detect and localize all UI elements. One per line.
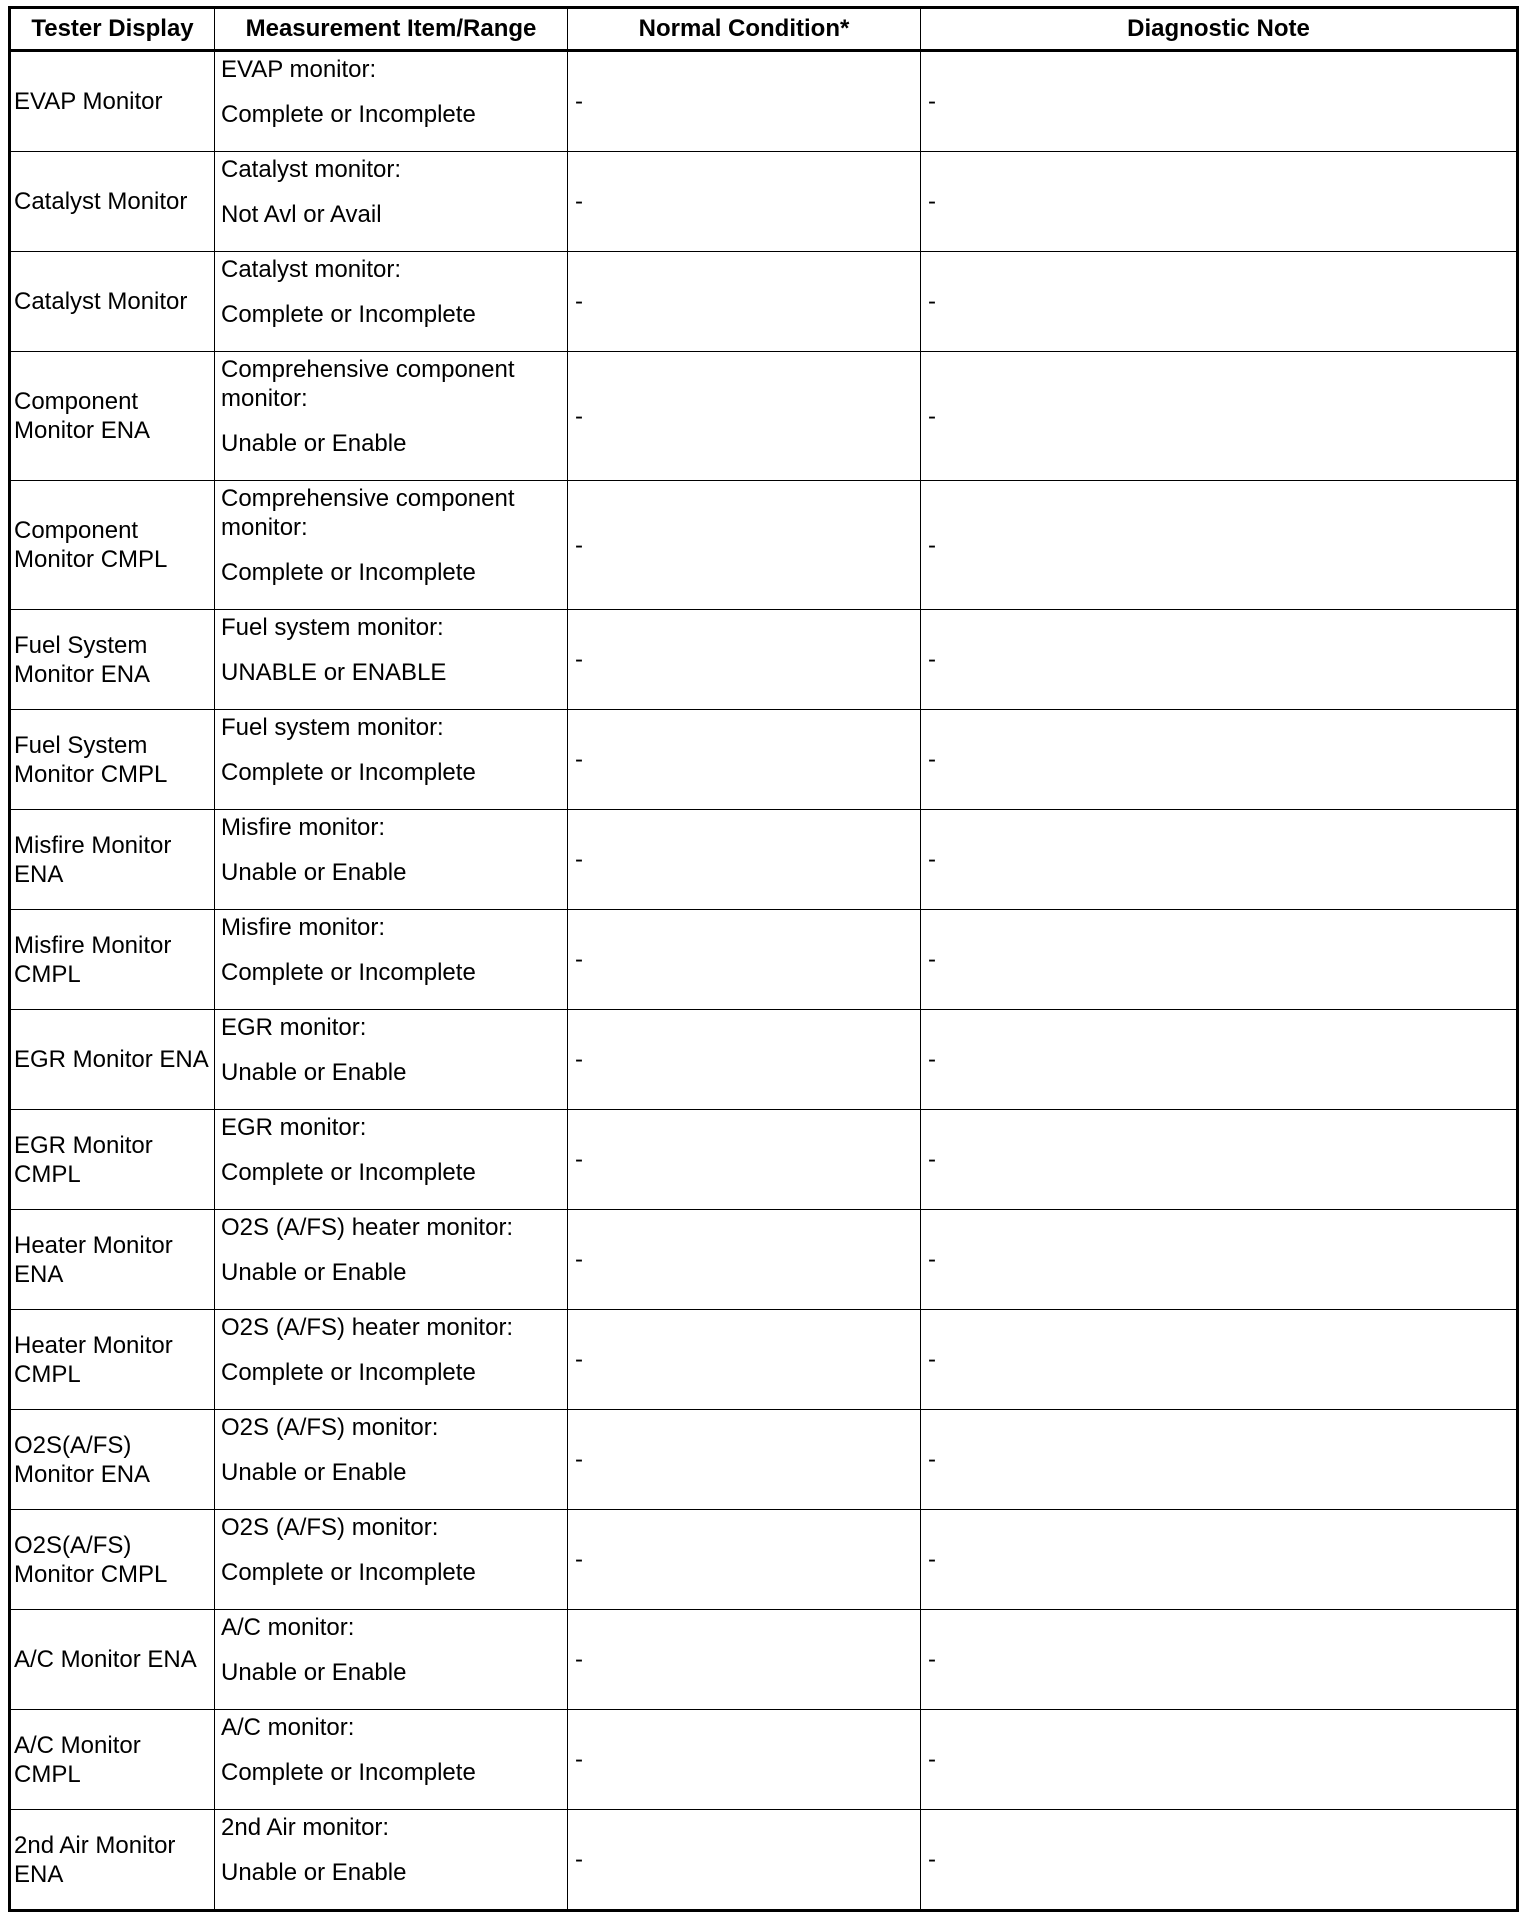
- measurement-item: Catalyst monitor:: [221, 256, 402, 283]
- table-row: [10, 1510, 1518, 1610]
- tester-display-cell: Catalyst Monitor: [10, 152, 215, 252]
- normal-condition-cell: -: [568, 481, 921, 610]
- diagnostic-note-cell: -: [921, 1510, 1518, 1610]
- measurement-item: Misfire monitor:: [221, 914, 386, 941]
- header-measurement-item-range: Measurement Item/Range: [215, 8, 568, 51]
- tester-display-cell: Misfire Monitor ENA: [10, 810, 215, 910]
- measurement-item: O2S (A/FS) monitor:: [221, 1414, 439, 1441]
- measurement-cell: [215, 810, 568, 910]
- tester-display-cell: EGR Monitor ENA: [10, 1010, 215, 1110]
- measurement-range: Complete or Incomplete: [221, 559, 476, 586]
- normal-condition-cell: -: [568, 710, 921, 810]
- diagnostic-note-cell: -: [921, 1210, 1518, 1310]
- measurement-item: Comprehensive component monitor:: [221, 356, 515, 412]
- diagnostic-note-cell: -: [921, 1710, 1518, 1810]
- measurement-item: A/C monitor:: [221, 1614, 355, 1641]
- measurement-item: O2S (A/FS) heater monitor:: [221, 1314, 514, 1341]
- diagnostic-note-cell: -: [921, 152, 1518, 252]
- measurement-cell: [215, 1610, 568, 1710]
- measurement-range: Complete or Incomplete: [221, 1759, 476, 1786]
- table-row: [10, 1410, 1518, 1510]
- table-row: [10, 1110, 1518, 1210]
- measurement-cell: [215, 1710, 568, 1810]
- table-row: [10, 152, 1518, 252]
- measurement-item: Catalyst monitor:: [221, 156, 402, 183]
- measurement-cell: [215, 252, 568, 352]
- tester-display-cell: Fuel System Monitor ENA: [10, 610, 215, 710]
- normal-condition-cell: -: [568, 810, 921, 910]
- measurement-range: Unable or Enable: [221, 430, 407, 457]
- measurement-item: O2S (A/FS) heater monitor:: [221, 1214, 514, 1241]
- measurement-cell: [215, 1810, 568, 1911]
- table-row: [10, 910, 1518, 1010]
- tester-display-cell: Heater Monitor CMPL: [10, 1310, 215, 1410]
- measurement-range: Unable or Enable: [221, 859, 407, 886]
- normal-condition-cell: -: [568, 152, 921, 252]
- table-row: [10, 481, 1518, 610]
- tester-display-cell: EGR Monitor CMPL: [10, 1110, 215, 1210]
- measurement-cell: [215, 1410, 568, 1510]
- measurement-item: A/C monitor:: [221, 1714, 355, 1741]
- diagnostic-note-cell: -: [921, 1310, 1518, 1410]
- tester-display-cell: Heater Monitor ENA: [10, 1210, 215, 1310]
- normal-condition-cell: -: [568, 610, 921, 710]
- measurement-cell: [215, 481, 568, 610]
- measurement-cell: [215, 710, 568, 810]
- measurement-item: Misfire monitor:: [221, 814, 386, 841]
- tester-display-cell: Component Monitor ENA: [10, 352, 215, 481]
- normal-condition-cell: -: [568, 1710, 921, 1810]
- normal-condition-cell: -: [568, 1610, 921, 1710]
- diagnostic-note-cell: -: [921, 1110, 1518, 1210]
- table-header-row: [10, 8, 1518, 51]
- table-row: [10, 252, 1518, 352]
- measurement-range: Complete or Incomplete: [221, 301, 476, 328]
- table-row: [10, 1610, 1518, 1710]
- measurement-item: EVAP monitor:: [221, 56, 377, 83]
- measurement-cell: [215, 1110, 568, 1210]
- measurement-range: Unable or Enable: [221, 1259, 407, 1286]
- normal-condition-cell: -: [568, 1010, 921, 1110]
- normal-condition-cell: -: [568, 1510, 921, 1610]
- table-row: [10, 51, 1518, 152]
- diagnostic-note-cell: -: [921, 710, 1518, 810]
- tester-display-cell: 2nd Air Monitor ENA: [10, 1810, 215, 1911]
- diagnostic-note-cell: -: [921, 352, 1518, 481]
- table-row: [10, 352, 1518, 481]
- diagnostic-note-cell: -: [921, 481, 1518, 610]
- table-row: [10, 1710, 1518, 1810]
- diagnostic-note-cell: -: [921, 51, 1518, 152]
- normal-condition-cell: -: [568, 1810, 921, 1911]
- measurement-range: Not Avl or Avail: [221, 201, 382, 228]
- measurement-cell: [215, 1010, 568, 1110]
- measurement-range: UNABLE or ENABLE: [221, 659, 447, 686]
- diagnostic-note-cell: -: [921, 1010, 1518, 1110]
- measurement-cell: [215, 610, 568, 710]
- measurement-item: Fuel system monitor:: [221, 614, 444, 641]
- measurement-cell: [215, 352, 568, 481]
- tester-display-cell: O2S(A/FS) Monitor ENA: [10, 1410, 215, 1510]
- header-tester-display: Tester Display: [10, 8, 215, 51]
- normal-condition-cell: -: [568, 910, 921, 1010]
- diagnostic-note-cell: -: [921, 1810, 1518, 1911]
- measurement-range: Complete or Incomplete: [221, 759, 476, 786]
- table-row: [10, 810, 1518, 910]
- header-normal-condition: Normal Condition*: [568, 8, 921, 51]
- diagnostic-note-cell: -: [921, 910, 1518, 1010]
- measurement-item: Fuel system monitor:: [221, 714, 444, 741]
- normal-condition-cell: -: [568, 1210, 921, 1310]
- diagnostic-note-cell: -: [921, 252, 1518, 352]
- measurement-item: O2S (A/FS) monitor:: [221, 1514, 439, 1541]
- measurement-range: Unable or Enable: [221, 1059, 407, 1086]
- tester-display-cell: Component Monitor CMPL: [10, 481, 215, 610]
- table-row: [10, 1010, 1518, 1110]
- measurement-range: Complete or Incomplete: [221, 1559, 476, 1586]
- measurement-range: Complete or Incomplete: [221, 1359, 476, 1386]
- measurement-range: Unable or Enable: [221, 1459, 407, 1486]
- measurement-item: Comprehensive component monitor:: [221, 485, 515, 541]
- measurement-cell: [215, 1310, 568, 1410]
- diagnostic-note-cell: -: [921, 1410, 1518, 1510]
- tester-display-cell: A/C Monitor ENA: [10, 1610, 215, 1710]
- measurement-cell: [215, 51, 568, 152]
- tester-display-cell: Catalyst Monitor: [10, 252, 215, 352]
- measurement-item: EGR monitor:: [221, 1014, 367, 1041]
- tester-display-cell: Misfire Monitor CMPL: [10, 910, 215, 1010]
- tester-display-cell: A/C Monitor CMPL: [10, 1710, 215, 1810]
- normal-condition-cell: -: [568, 1110, 921, 1210]
- measurement-item: EGR monitor:: [221, 1114, 367, 1141]
- measurement-cell: [215, 152, 568, 252]
- monitor-data-table: [8, 6, 1519, 1912]
- measurement-item: 2nd Air monitor:: [221, 1814, 390, 1841]
- measurement-range: Complete or Incomplete: [221, 1159, 476, 1186]
- tester-display-cell: Fuel System Monitor CMPL: [10, 710, 215, 810]
- measurement-range: Complete or Incomplete: [221, 959, 476, 986]
- diagnostic-note-cell: -: [921, 810, 1518, 910]
- diagnostic-note-cell: -: [921, 610, 1518, 710]
- measurement-range: Unable or Enable: [221, 1659, 407, 1686]
- normal-condition-cell: -: [568, 1310, 921, 1410]
- header-diagnostic-note: Diagnostic Note: [921, 8, 1518, 51]
- normal-condition-cell: -: [568, 51, 921, 152]
- measurement-cell: [215, 1510, 568, 1610]
- table-row: [10, 710, 1518, 810]
- normal-condition-cell: -: [568, 352, 921, 481]
- table-row: [10, 610, 1518, 710]
- measurement-cell: [215, 1210, 568, 1310]
- diagnostic-note-cell: -: [921, 1610, 1518, 1710]
- normal-condition-cell: -: [568, 252, 921, 352]
- table-row: [10, 1810, 1518, 1911]
- measurement-range: Complete or Incomplete: [221, 101, 476, 128]
- normal-condition-cell: -: [568, 1410, 921, 1510]
- tester-display-cell: O2S(A/FS) Monitor CMPL: [10, 1510, 215, 1610]
- tester-display-cell: EVAP Monitor: [10, 51, 215, 152]
- monitor-data-table-sheet: [8, 6, 1516, 1912]
- measurement-range: Unable or Enable: [221, 1859, 407, 1886]
- table-row: [10, 1210, 1518, 1310]
- table-row: [10, 1310, 1518, 1410]
- measurement-cell: [215, 910, 568, 1010]
